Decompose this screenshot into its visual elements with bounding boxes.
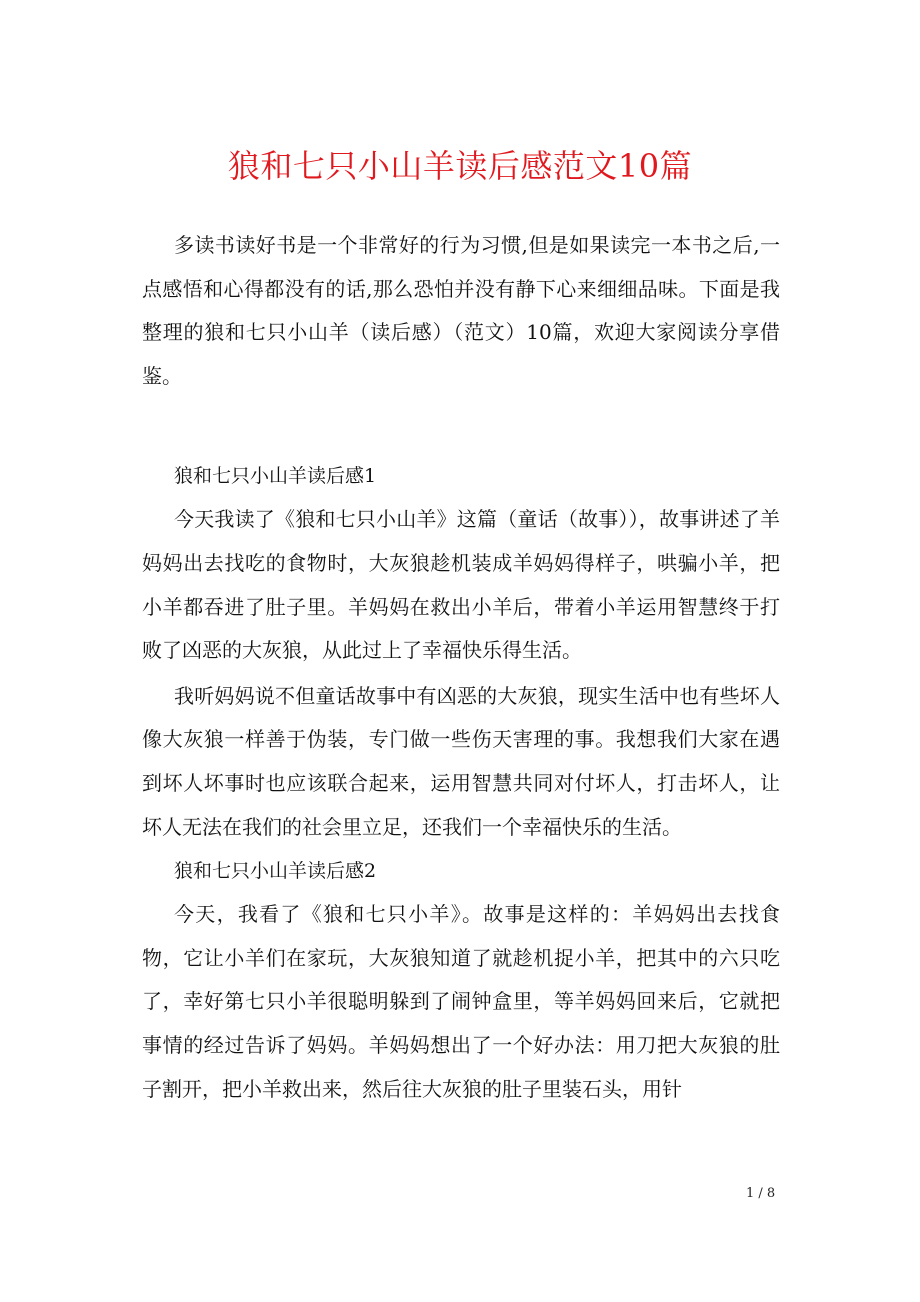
section-spacer: [142, 398, 780, 454]
section-1-paragraph-2: 我听妈妈说不但童话故事中有凶恶的大灰狼，现实生活中也有些坏人像大灰狼一样善于伪装，专门做一些伤天害理的事。我想我们大家在遇到坏人坏事时也应该联合起来，运用智慧共同对付坏人，打击坏人，让坏人无法在我们的社会里立足，还我们一个幸福快乐的生活。: [142, 683, 780, 839]
section-1-paragraph-1: 今天我读了《狼和七只小山羊》这篇（童话（故事）），故事讲述了羊妈妈出去找吃的食物时，大灰狼趁机装成羊妈妈得样子，哄骗小羊，把小羊都吞进了肚子里。羊妈妈在救出小羊后，带着小羊运用智慧终于打败了凶恶的大灰狼，从此过上了幸福快乐得生活。: [142, 507, 780, 663]
intro-paragraph: 多读书读好书是一个非常好的行为习惯,但是如果读完一本书之后,一点感悟和心得都没有的话,那么恐怕并没有静下心来细细品味。下面是我整理的狼和七只小山羊（读后感）（范文）10篇，欢迎大家阅读分享借鉴。: [142, 233, 780, 388]
document-body: [142, 224, 780, 1111]
section-2-paragraph-1: 今天，我看了《狼和七只小羊》。故事是这样的：羊妈妈出去找食物，它让小羊们在家玩，大灰狼知道了就趁机捉小羊，把其中的六只吃了，幸好第七只小羊很聪明躲到了闹钟盒里，等羊妈妈回来后，它就把事情的经过告诉了妈妈。羊妈妈想出了一个好办法：用刀把大灰狼的肚子割开，把小羊救出来，然后往大灰狼的肚子里装石头，用针: [142, 902, 780, 1101]
section-heading-1: 狼和七只小山羊读后感1: [174, 465, 377, 488]
section-heading-2: 狼和七只小山羊读后感2: [174, 860, 377, 883]
document-title: 狼和七只小山羊读后感范文10篇: [227, 147, 693, 185]
page-number: 1 / 8: [746, 1186, 776, 1201]
